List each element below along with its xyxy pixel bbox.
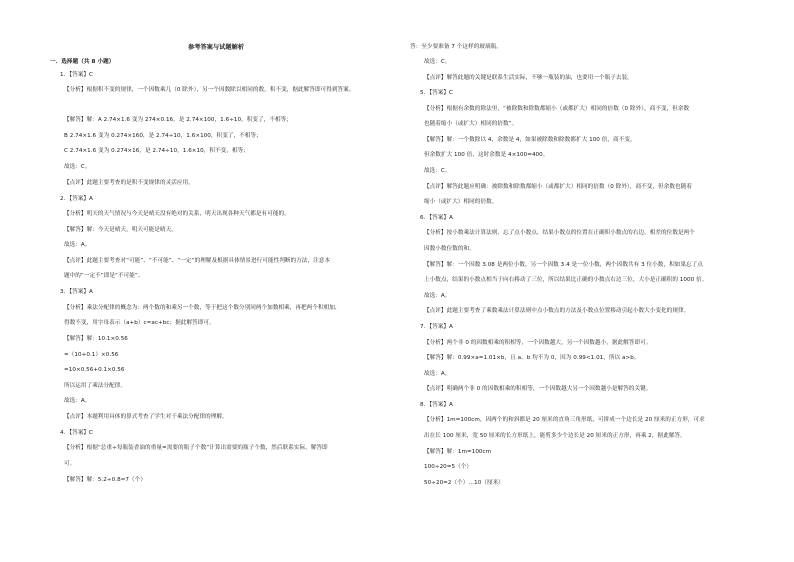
q4-result: 答：至少要准备 7 个这样的玻璃瓶。 <box>410 44 502 50</box>
q5-comment-cont: 缩小（或扩大）相同的倍数。 <box>424 199 498 205</box>
page-title: 参考答案与试题解析 <box>188 44 245 51</box>
q8-step-1: 100÷20=5（个） <box>424 464 473 470</box>
q3-conclusion: 所以运用了乘法分配律。 <box>64 383 127 389</box>
q2-answer: 2．【答案】A <box>60 196 93 202</box>
q1-solution-b: B 2.74×1.6 变为 0.274×160，是 2.74÷10，1.6×100，积变了，不相等； <box>64 133 262 139</box>
q5-solution: 【解答】解：一个数除以 4，余数是 4，如果被除数和除数都扩大 100 倍，商不变， <box>424 137 636 143</box>
q4-choice: 故选：C。 <box>424 59 451 65</box>
q7-solution: 【解答】解：0.99×a=1.01×b，且 a、b 均不为 0，因为 0.99<1.01，所以 a>b。 <box>424 355 640 361</box>
q5-analysis-cont: 也随着缩小（或扩大）相同的倍数”。 <box>424 121 518 127</box>
q4-analysis-cont: 可。 <box>64 461 76 467</box>
q6-choice: 故选：A。 <box>424 293 451 299</box>
q3-analysis-cont: 得数不变，用字母表示（a+b）c=ac+bc；据此解答即可。 <box>64 320 215 326</box>
q7-choice: 故选：A。 <box>424 371 451 377</box>
q6-analysis-cont: 因数小数位数的和。 <box>424 246 475 252</box>
q2-choice: 故选：A。 <box>64 242 91 248</box>
q3-choice: 故选：A。 <box>64 398 91 404</box>
q1-analysis: 【分析】根据积不变的规律，一个因数乘几（0 除外），另一个因数除以相同的数，积不变，据此解答即可得到答案。 <box>64 87 355 93</box>
q1-comment: 【点评】此题主要考查的是积不变规律的灵活应用。 <box>64 180 194 186</box>
q4-solution: 【解答】解：5.2÷0.8≈7（个） <box>64 477 146 483</box>
q3-answer: 3．【答案】A <box>60 289 93 295</box>
q1-solution: 【解答】解：A 2.74×1.6 变为 274×0.16，是 2.74×100，1.6÷10，积变了，不相等； <box>64 117 292 123</box>
q6-comment: 【点评】此题主要考查了乘数乘法计算法则中点小数点的方法及小数点位置移动引起小数大小变化的规律。 <box>424 308 690 314</box>
q1-answer: 1．【答案】C <box>60 72 93 78</box>
q5-comment: 【点评】解答此题应明确：被除数和除数都缩小（或都扩大）相同的倍数（0 除外），商不变，但余数也随着 <box>424 184 692 190</box>
q3-step-1: =（10+0.1）×0.56 <box>64 352 119 358</box>
q8-analysis: 【分析】1m=100cm，因两个的和斜都是 20 厘米的直角三角形纸，可拼成一个边长是 20 厘米的正方形，可求 <box>424 417 705 423</box>
q8-solution: 【解答】解：1m=100cm <box>424 449 492 455</box>
q8-step-2: 50÷20=2（个）…10（厘米） <box>424 480 504 486</box>
q3-solution: 【解答】解：10.1×0.56 <box>64 336 128 342</box>
q3-analysis: 【分析】乘法分配律的概念为：两个数的和乘另一个数，等于把这个数分别同两个加数相乘，再把两个积相加， <box>64 305 341 311</box>
q4-answer: 4．【答案】C <box>60 430 93 436</box>
q1-solution-c: C 2.74×1.6 变为 0.274×16，是 2.74÷10，1.6×10，积不变，相等； <box>64 148 249 154</box>
q7-answer: 7．【答案】A <box>420 324 453 330</box>
q5-answer: 5．【答案】C <box>420 90 453 96</box>
q5-analysis: 【分析】根据有余数的除法里，“被除数和除数都缩小（或都扩大）相同的倍数（0 除外），商不变，但余数 <box>424 106 690 112</box>
q7-comment: 【点评】明确两个非 0 的因数相乘的积相等，一个因数越大另一个因数越小是解答的关键。 <box>424 386 652 392</box>
q3-comment: 【点评】本题利用具体的算式考查了学生对于乘法分配律的理解。 <box>64 414 228 420</box>
q2-comment-cont: 题中的“一定不”即是“不可能”。 <box>64 273 144 279</box>
q4-analysis: 【分析】根据“总重÷每瓶装香油的重量=需要的瓶子个数”计算出需要的瓶子个数，然后联系实际，解答即 <box>64 445 328 451</box>
q2-analysis: 【分析】明天的天气情况与今天是晴天没有绝对的关系，明天出现各种天气都是有可能的。 <box>64 211 290 217</box>
q6-analysis: 【分析】按小数乘法计算法则，忘了点小数点，结果小数点的位置在正确积小数点的右边，相差的位数是两个 <box>424 230 695 236</box>
q1-choice: 故选：C。 <box>64 164 91 170</box>
q6-solution-cont: 上小数点，结果的小数点相当于向右移动了三位，所以结果比正确的小数点右边三位，大小是正确积的 1000 倍。 <box>424 277 708 283</box>
q3-step-2: =10×0.56+0.1×0.56 <box>64 367 125 373</box>
q5-choice: 故选：C。 <box>424 168 451 174</box>
q2-comment: 【点评】此题主要考查对“可能”、“不可能”、“一定”的理解及根据具体情景进行可能性判断的方法，注意本 <box>64 258 331 264</box>
q4-comment: 【点评】解答此题的关键是联系生活实际，不够一瓶装的油，也要用一个瓶子去装。 <box>424 75 633 81</box>
q5-solution-cont: 但余数扩大 100 倍，这时余数是 4×100=400。 <box>424 152 549 158</box>
q7-analysis: 【分析】两个非 0 的因数相乘的积相等，一个因数越大，另一个因数越小，据此解答即可。 <box>424 340 652 346</box>
section-heading: 一．选择题（共 8 小题） <box>50 59 115 65</box>
q6-solution: 【解答】解：一个因数 3.08 是两位小数，另一个因数 3.4 是一位小数，两个因数共有 3 位小数，积如果忘了点 <box>424 262 703 268</box>
q6-answer: 6．【答案】A <box>420 215 453 221</box>
q2-solution: 【解答】解：今天是晴天，明天可能是晴天。 <box>64 227 177 233</box>
q8-answer: 8．【答案】A <box>420 402 453 408</box>
q8-analysis-cont: 出在长 100 厘米，宽 50 厘米的长方形纸上，能剪多少个边长是 20 厘米的正方形，再乘 2，据此解答。 <box>424 433 686 439</box>
